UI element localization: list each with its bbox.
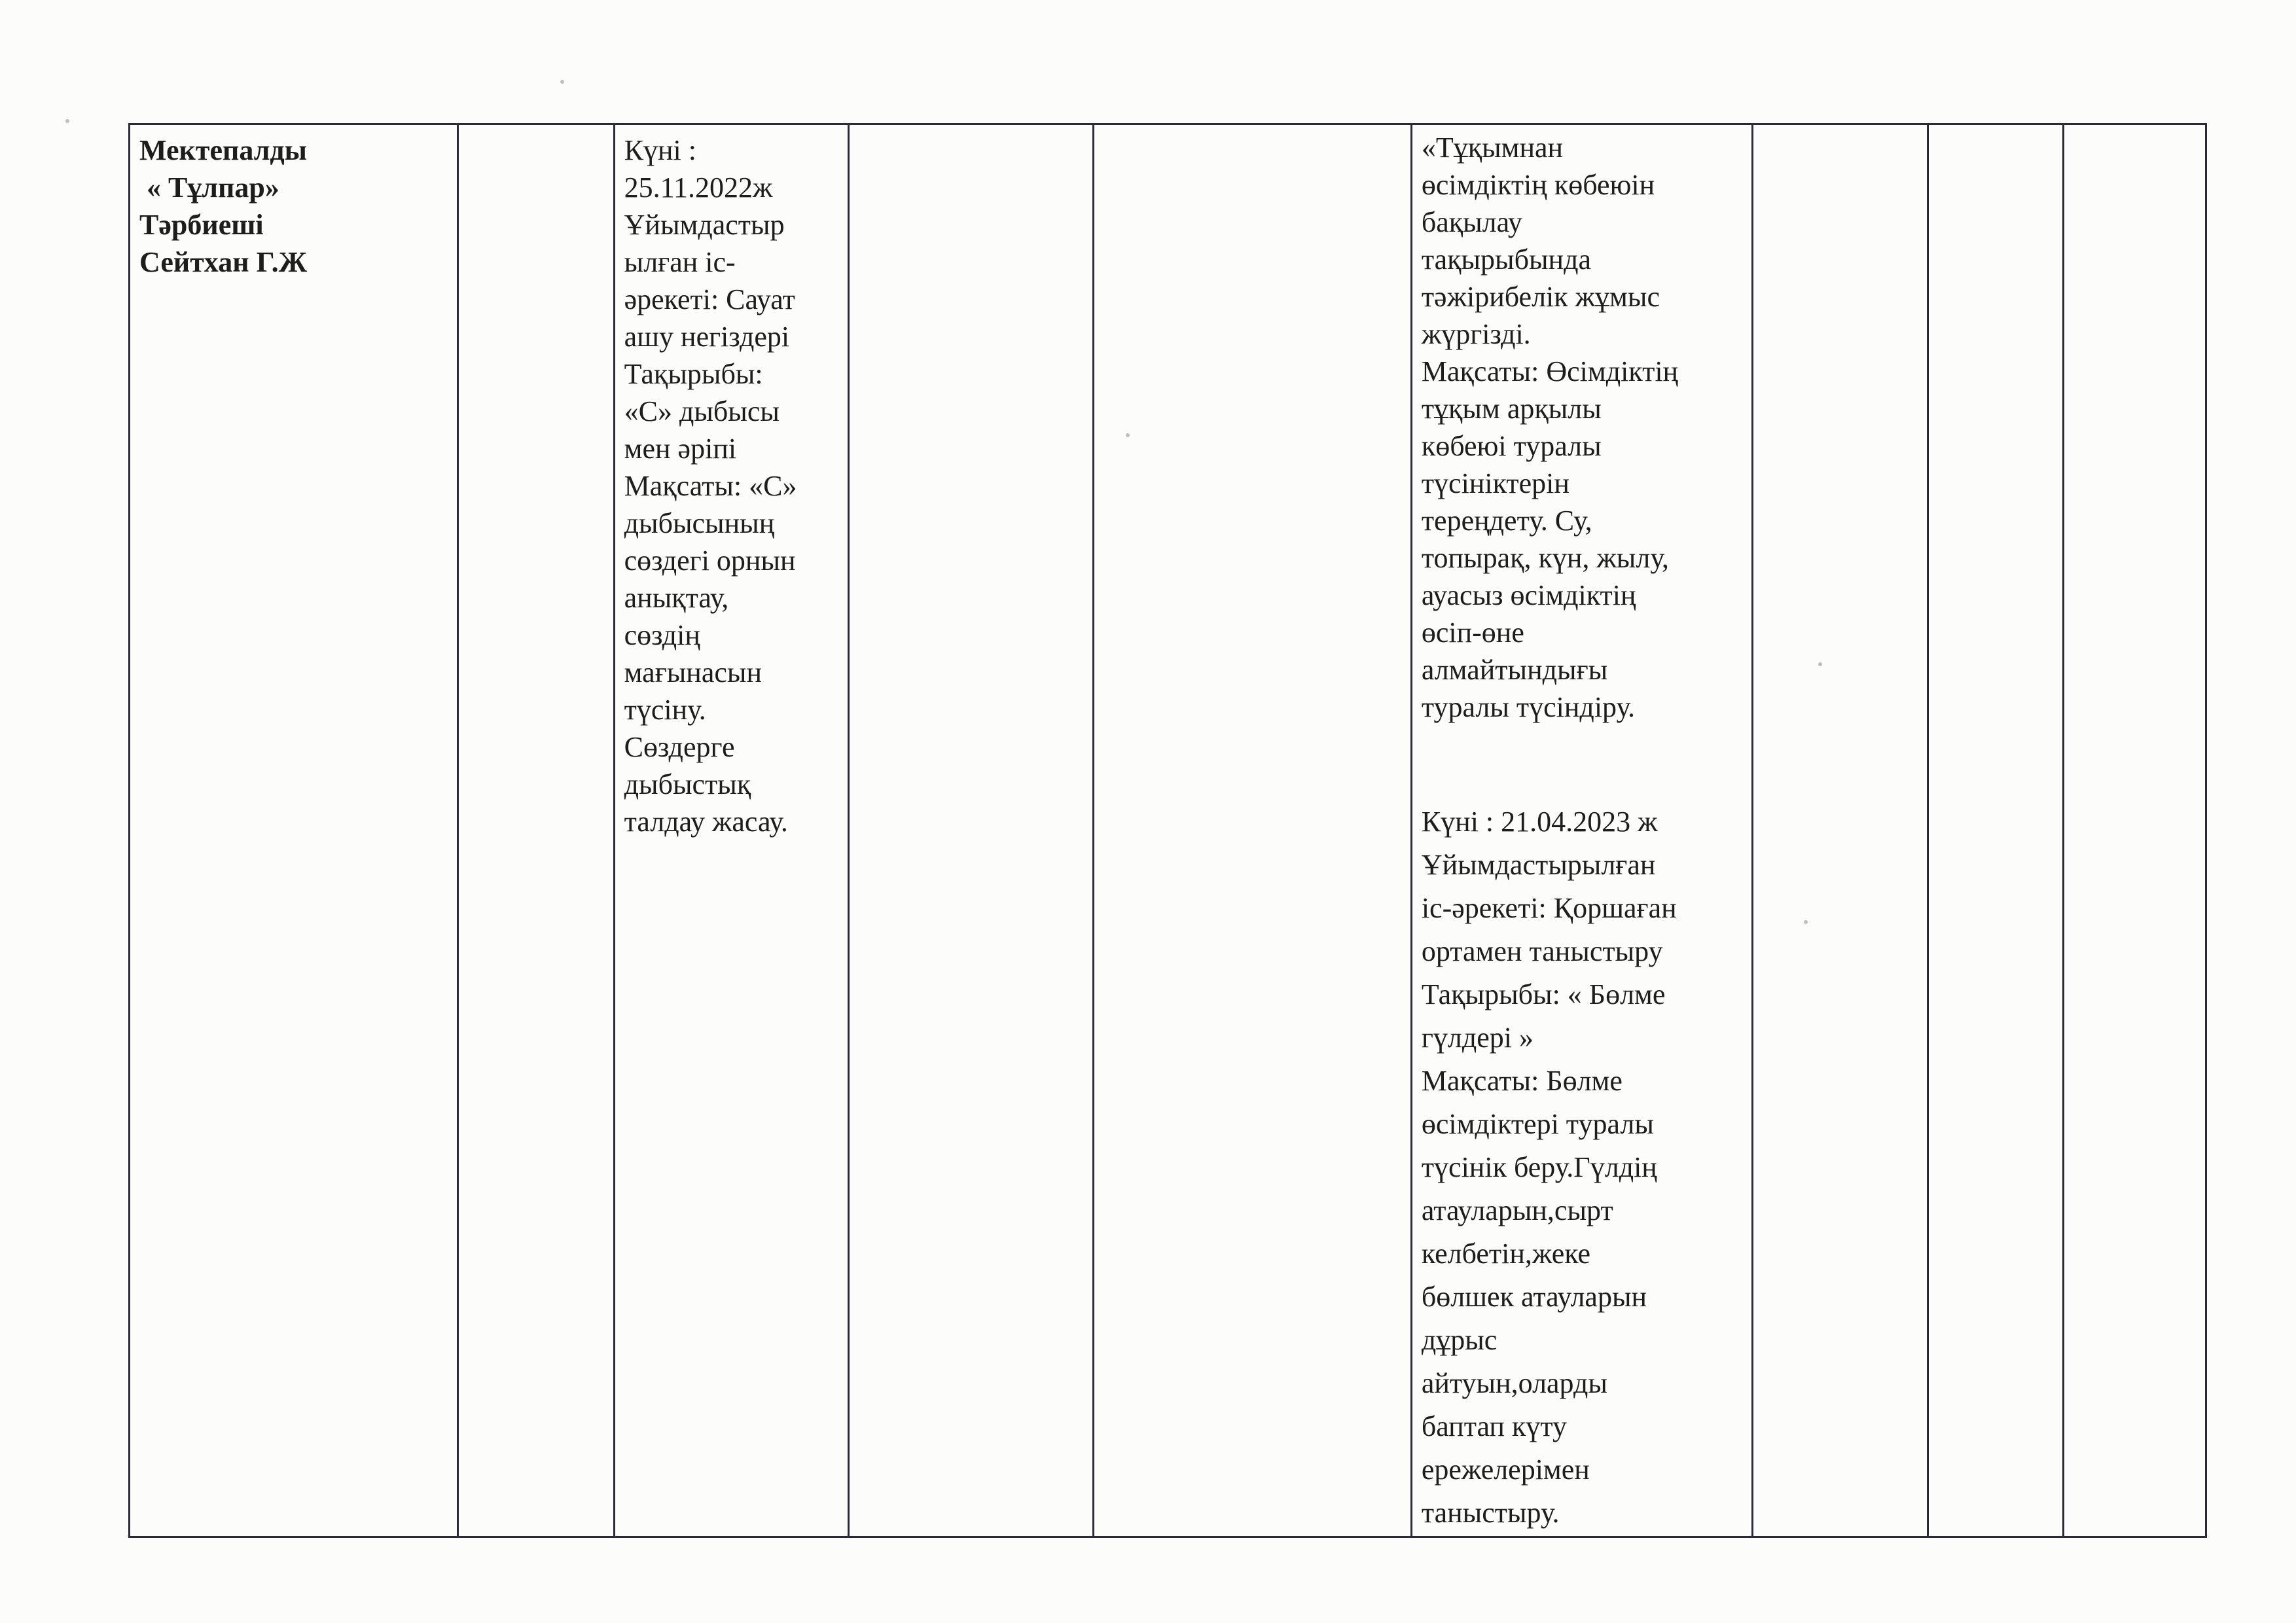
lesson-line: келбетін,жеке bbox=[1421, 1238, 1591, 1270]
lesson-line: ережелерімен bbox=[1421, 1454, 1590, 1486]
observation-line: тереңдету. Су, bbox=[1421, 505, 1592, 537]
lesson-cell-literacy bbox=[614, 124, 848, 1537]
lesson-line: Күні : bbox=[624, 134, 696, 166]
lesson-line: баптап күту bbox=[1421, 1410, 1567, 1442]
observation-line: жүргізді. bbox=[1421, 318, 1531, 350]
lesson-line: таныстыру. bbox=[1421, 1497, 1560, 1529]
teacher-line: Тәрбиеші bbox=[139, 209, 264, 241]
observation-line: көбеюі туралы bbox=[1421, 430, 1602, 462]
lesson-cell-environment bbox=[1411, 124, 1752, 1537]
teacher-line: « Тұлпар» bbox=[139, 171, 279, 204]
plan-table bbox=[128, 123, 2207, 1538]
lesson-line: әрекеті: Сауат bbox=[624, 283, 795, 315]
lesson-line: мағынасын bbox=[624, 656, 762, 688]
lesson-line: «С» дыбысы bbox=[624, 395, 780, 427]
observation-line: тұқым арқылы bbox=[1421, 393, 1602, 425]
observation-line: тақырыбында bbox=[1421, 243, 1592, 276]
lesson-line: Ұйымдастырылған bbox=[1421, 849, 1656, 881]
lesson-line: Күні : 21.04.2023 ж bbox=[1421, 806, 1658, 838]
lesson-line: сөздің bbox=[624, 619, 700, 651]
lesson-line: сөздегі орнын bbox=[624, 544, 796, 577]
lesson-line: Мақсаты: Бөлме bbox=[1421, 1065, 1623, 1097]
observation-line: өсімдіктің көбеюін bbox=[1421, 169, 1655, 201]
table-row bbox=[130, 124, 2206, 1537]
lesson-line: атауларын,сырт bbox=[1421, 1194, 1613, 1226]
teacher-cell bbox=[130, 124, 458, 1537]
empty-cell bbox=[2064, 124, 2206, 1537]
scan-speck bbox=[560, 80, 564, 84]
teacher-line: Мектепалды bbox=[139, 134, 308, 166]
lesson-line: бөлшек атауларын bbox=[1421, 1281, 1647, 1313]
observation-line: түсініктерін bbox=[1421, 467, 1570, 499]
empty-cell bbox=[1752, 124, 1928, 1537]
observation-line: Мақсаты: Өсімдіктің bbox=[1421, 355, 1679, 387]
lesson-line: Тақырыбы: « Бөлме bbox=[1421, 978, 1666, 1010]
lesson-line: 25.11.2022ж bbox=[624, 171, 773, 204]
lesson-line: анықтау, bbox=[624, 582, 729, 614]
lesson-line: түсіну. bbox=[624, 694, 706, 726]
lesson-line: Ұйымдастыр bbox=[624, 209, 785, 241]
observation-line: «Тұқымнан bbox=[1421, 132, 1564, 164]
empty-cell bbox=[1928, 124, 2064, 1537]
lesson-line: айтуын,оларды bbox=[1421, 1367, 1607, 1399]
lesson-line: іс-әрекеті: Қоршаған bbox=[1421, 892, 1677, 924]
teacher-line: Сейтхан Г.Ж bbox=[139, 246, 308, 278]
scan-speck bbox=[65, 119, 69, 123]
lesson-line: талдау жасау. bbox=[624, 806, 788, 838]
lesson-line: өсімдіктері туралы bbox=[1421, 1108, 1654, 1140]
lesson-line: дыбысының bbox=[624, 507, 775, 539]
lesson-line: ылған іс- bbox=[624, 246, 736, 278]
observation-line: бақылау bbox=[1421, 206, 1522, 238]
lesson-line: түсінік беру.Гүлдің bbox=[1421, 1151, 1657, 1183]
empty-cell bbox=[457, 124, 614, 1537]
lesson-line: ортамен таныстыру bbox=[1421, 935, 1663, 967]
lesson-line: мен әріпі bbox=[624, 433, 737, 465]
observation-line: өсіп-өне bbox=[1421, 616, 1524, 649]
observation-line: алмайтындығы bbox=[1421, 654, 1608, 686]
observation-line: тәжірибелік жұмыс bbox=[1421, 281, 1660, 313]
empty-cell bbox=[1094, 124, 1412, 1537]
observation-line: туралы түсіндіру. bbox=[1421, 691, 1636, 723]
lesson-line: Мақсаты: «С» bbox=[624, 470, 797, 502]
observation-line: ауасыз өсімдіктің bbox=[1421, 579, 1636, 611]
lesson-line: Сөздерге bbox=[624, 731, 735, 763]
lesson-line: гүлдері » bbox=[1421, 1022, 1534, 1054]
lesson-line: дұрыс bbox=[1421, 1324, 1498, 1356]
lesson-line: ашу негіздері bbox=[624, 321, 790, 353]
lesson-line: Тақырыбы: bbox=[624, 358, 763, 390]
empty-cell bbox=[848, 124, 1093, 1537]
lesson-line: дыбыстық bbox=[624, 768, 751, 800]
observation-line: топырақ, күн, жылу, bbox=[1421, 542, 1669, 574]
paragraph-gap bbox=[1422, 726, 1742, 800]
